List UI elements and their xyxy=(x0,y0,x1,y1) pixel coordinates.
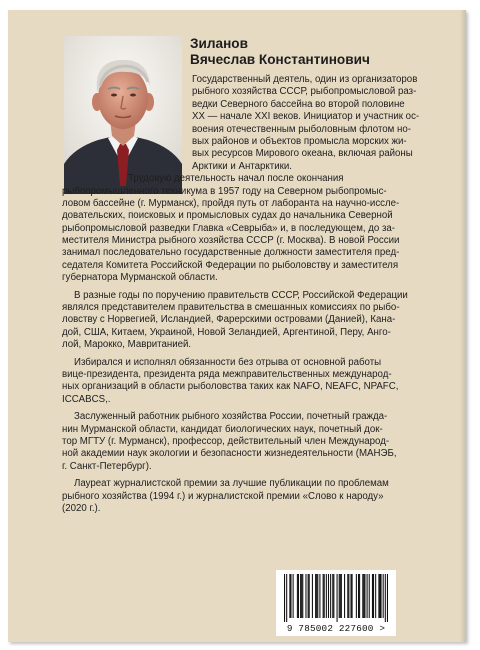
author-surname: Зиланов xyxy=(190,36,248,51)
barcode-bar xyxy=(358,574,359,618)
barcode-bar xyxy=(302,574,303,618)
barcode-bar xyxy=(317,574,318,618)
barcode-bar xyxy=(286,574,287,622)
text-line: ICCABCS,. xyxy=(62,393,111,405)
text-line: нин Мурманской области, кандидат биологических наук, почетный док- xyxy=(62,423,383,435)
text-line: XX — начале XXI веков. Инициатор и участник ос- xyxy=(192,111,420,123)
text-line: дой, США, Китаем, Украиной, Новой Зеландией, Аргентиной, Перу, Анго- xyxy=(62,326,391,338)
barcode-bar xyxy=(305,574,306,618)
text-line: являлся представителем правительства в смешанных комиссиях по рыбо- xyxy=(62,302,400,314)
barcode-bar xyxy=(319,574,320,618)
text-line: ведки Северного бассейна во второй половине xyxy=(192,98,405,110)
text-line: седателя Комитета Российской Федерации по рыболовству и заместителя xyxy=(62,259,399,271)
barcode-bar xyxy=(378,574,379,618)
barcode-bar xyxy=(297,574,298,618)
barcode-bar xyxy=(359,574,360,618)
text-line: В разные годы по поручению правительств СССР, Российской Федерации xyxy=(74,289,408,301)
barcode-bar xyxy=(339,574,340,618)
text-line: занимал последовательно государственные должности заместителя пред- xyxy=(62,247,400,259)
text-line: Трудовую деятельность начал после окончания xyxy=(128,173,344,185)
text-line: тор МГТУ (г. Мурманск), профессор, действительный член Международ- xyxy=(62,435,390,447)
barcode-bar xyxy=(315,574,316,618)
biography-text xyxy=(62,74,462,515)
barcode-bar xyxy=(300,574,301,618)
barcode-bar xyxy=(387,574,388,622)
text-line: местителя Министра рыбного хозяйства СССР (г. Москва). В новой России xyxy=(62,235,400,247)
text-line: рыбопромысловой разведки Главка «Севрыба» и, в последующем, до за- xyxy=(62,222,396,234)
barcode-bar xyxy=(290,574,291,618)
barcode-bar xyxy=(289,574,290,618)
text-line: вице-президента, президента ряда межправительственных международ- xyxy=(62,368,392,380)
text-line: вых районов и объектов промысла морских жи- xyxy=(192,135,407,147)
text-line: лой, Марокко, Мавританией. xyxy=(62,339,192,351)
barcode-bar xyxy=(332,574,333,618)
barcode-bar xyxy=(323,574,324,618)
text-line: Избирался и исполнял обязанности без отрыва от основной работы xyxy=(74,356,382,368)
text-line: ной академии наук экологии и безопасности жизнедеятельности (МАНЭБ, xyxy=(62,448,397,460)
text-line: довательских, поисковых и промысловых судах до начальника Северной xyxy=(62,210,393,222)
barcode-bar xyxy=(379,574,380,618)
barcode-bar xyxy=(341,574,342,618)
barcode-bar xyxy=(326,574,327,618)
text-line: Заслуженный работник рыбного хозяйства России, почетный гражда- xyxy=(74,411,388,423)
text-line: рыбного хозяйства (1994 г.) и журналистской премии «Слово к народу» xyxy=(62,490,384,502)
barcode-bar xyxy=(312,574,313,618)
barcode-bar xyxy=(324,574,325,618)
barcode-bar xyxy=(375,574,376,618)
barcode-bar xyxy=(367,574,368,618)
barcode-bar xyxy=(350,574,351,618)
barcode-bar xyxy=(328,574,329,618)
isbn-barcode xyxy=(276,570,396,636)
author-name xyxy=(190,36,460,68)
barcode-bar xyxy=(352,574,353,618)
barcode-bar xyxy=(293,574,294,618)
author-given-names: Вячеслав Константинович xyxy=(190,52,370,67)
barcode-bar xyxy=(330,574,331,618)
barcode-bar xyxy=(347,574,348,618)
barcode-bar xyxy=(373,574,374,618)
barcode-bar xyxy=(362,574,363,618)
barcode-bar xyxy=(340,574,341,618)
text-line: губернатора Мурманской области. xyxy=(62,272,218,284)
barcode-bar xyxy=(308,574,309,618)
text-line: ных организаций в области рыболовства таких как NAFO, NEAFC, NPAFC, xyxy=(62,381,399,393)
text-line: (2020 г.). xyxy=(62,502,101,514)
barcode-bar xyxy=(380,574,381,618)
barcode-bars xyxy=(284,574,388,622)
barcode-bar xyxy=(337,574,338,622)
text-line: ловству с Норвегией, Исландией, Фарерскими островами (Данией), Кана- xyxy=(62,314,396,326)
barcode-bar xyxy=(333,574,334,618)
text-line: рыбопромышленного техникума в 1957 году на Северном рыбопромыс- xyxy=(62,185,387,197)
barcode-digits: 9 785002 227600 > xyxy=(286,623,386,634)
barcode-bar xyxy=(385,574,386,622)
book-back-cover xyxy=(8,10,466,642)
barcode-bar xyxy=(309,574,310,618)
text-line: ловом бассейне (г. Мурманск), пройдя путь от лаборанта на научно-иссле- xyxy=(62,197,400,209)
barcode-bar xyxy=(363,574,364,618)
text-line: воения отечественным рыболовным флотом но- xyxy=(192,123,411,135)
barcode-bar xyxy=(298,574,299,618)
barcode-bar xyxy=(356,574,357,618)
barcode-bar xyxy=(364,574,365,618)
barcode-bar xyxy=(284,574,285,622)
text-line: Государственный деятель, один из организаторов xyxy=(192,74,418,85)
barcode-bar xyxy=(372,574,373,618)
barcode-bar xyxy=(383,574,384,618)
text-line: Арктики и Антарктики. xyxy=(192,160,292,172)
barcode-bar xyxy=(344,574,345,618)
text-line: вых ресурсов Мирового океана, включая районы xyxy=(192,148,413,160)
text-line: Лауреат журналистской премии за лучшие публикации по проблемам xyxy=(74,478,389,490)
barcode-bar xyxy=(316,574,317,618)
barcode-bar xyxy=(348,574,349,618)
text-line: г. Санкт-Петербург). xyxy=(62,460,152,472)
text-line: рыбного хозяйства СССР, рыбопромысловой раз- xyxy=(192,86,417,98)
barcode-bar xyxy=(369,574,370,618)
barcode-bar xyxy=(301,574,302,618)
